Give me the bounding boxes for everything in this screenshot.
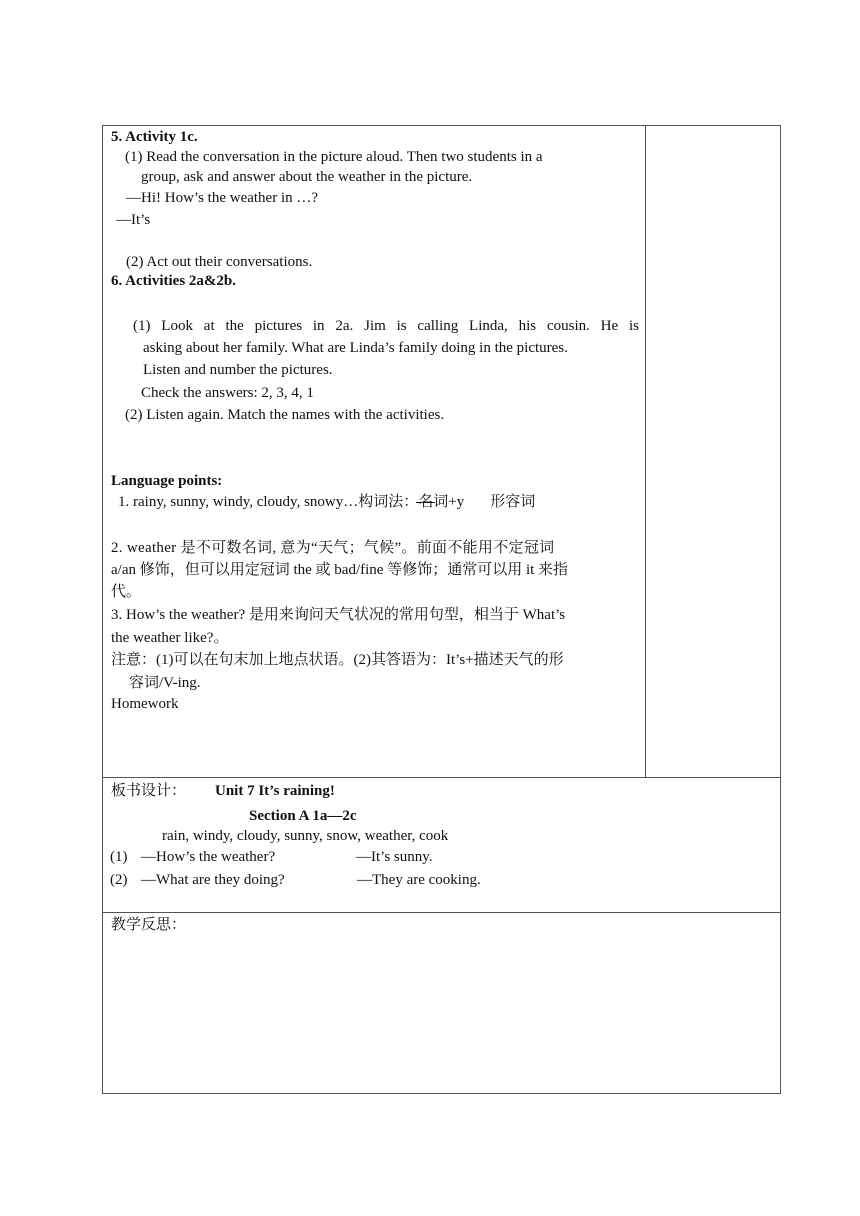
homework-label: Homework [111, 696, 179, 712]
row-divider-reflection [102, 912, 781, 913]
board-design-label: 板书设计： [111, 783, 187, 799]
activity-6-check-answers: Check the answers: 2, 3, 4, 1 [141, 385, 314, 401]
row-divider-board [102, 777, 781, 778]
language-point-1 [118, 492, 535, 512]
note-line-2: 容词/V-ing. [129, 675, 201, 691]
language-point-1-suffix: 词+y [433, 494, 465, 510]
board-line-2-question: —What are they doing? [141, 872, 285, 888]
language-points-title: Language points: [111, 473, 223, 489]
language-point-1-text: 1. rainy, sunny, windy, cloudy, snowy…构词法： [118, 494, 419, 510]
language-point-2-line-1: 2. weather 是不可数名词, 意为“天气；气候”。前面不能用不定冠词 [111, 540, 555, 556]
activity-6-step-1-line-1 [133, 315, 639, 338]
activity-5-step-1-line-1: (1) Read the conversation in the picture aloud. Then two students in a [125, 149, 543, 165]
language-point-3-line-1: 3. How’s the weather? 是用来询问天气状况的常用句型，相当于 What’s [111, 607, 566, 623]
board-line-1-question: —How’s the weather? [141, 849, 276, 865]
activity-5-dialog-answer: —It’s [116, 212, 151, 228]
activity-6-step-1-line-3: Listen and number the pictures. [143, 362, 333, 378]
board-line-1-answer: —It’s sunny. [356, 849, 433, 865]
language-point-2-line-2: a/an 修饰，但可以用定冠词 the 或 bad/fine 等修饰；通常可以用 it 来指 [111, 562, 569, 578]
activity-6-step-1-line-2: asking about her family. What are Linda’s family doing in the pictures. [143, 340, 568, 356]
board-section-title: Section A 1a—2c [249, 808, 357, 824]
language-point-3-line-2: the weather like?。 [111, 630, 229, 646]
board-vocabulary: rain, windy, cloudy, sunny, snow, weather, cook [162, 828, 449, 844]
activity-5-step-2: (2) Act out their conversations. [126, 254, 313, 270]
activity-6-step-1-line-1-text: (1) Look at the pictures in 2a. Jim is calling Linda, his cousin. He is [133, 318, 639, 334]
struck-character: 名 [418, 494, 434, 510]
activity-5-title: 5. Activity 1c. [111, 129, 198, 145]
language-point-1-result: 形容词 [490, 494, 536, 510]
board-unit-title: Unit 7 It’s raining! [215, 783, 335, 799]
board-line-2-answer: —They are cooking. [357, 872, 481, 888]
activity-6-title: 6. Activities 2a&2b. [111, 273, 236, 289]
board-line-1-number: (1) [110, 849, 128, 865]
teaching-reflection-label: 教学反思： [111, 917, 187, 933]
activity-5-step-1-line-2: group, ask and answer about the weather in the picture. [141, 169, 473, 185]
board-line-2-number: (2) [110, 872, 128, 888]
activity-6-step-2: (2) Listen again. Match the names with the activities. [125, 407, 445, 423]
column-divider [645, 125, 646, 777]
note-line-1: 注意：(1)可以在句末加上地点状语。(2)其答语为：It’s+描述天气的形 [111, 652, 564, 668]
language-point-2-line-3: 代。 [111, 584, 142, 600]
activity-5-dialog-question: —Hi! How’s the weather in …? [126, 190, 319, 206]
